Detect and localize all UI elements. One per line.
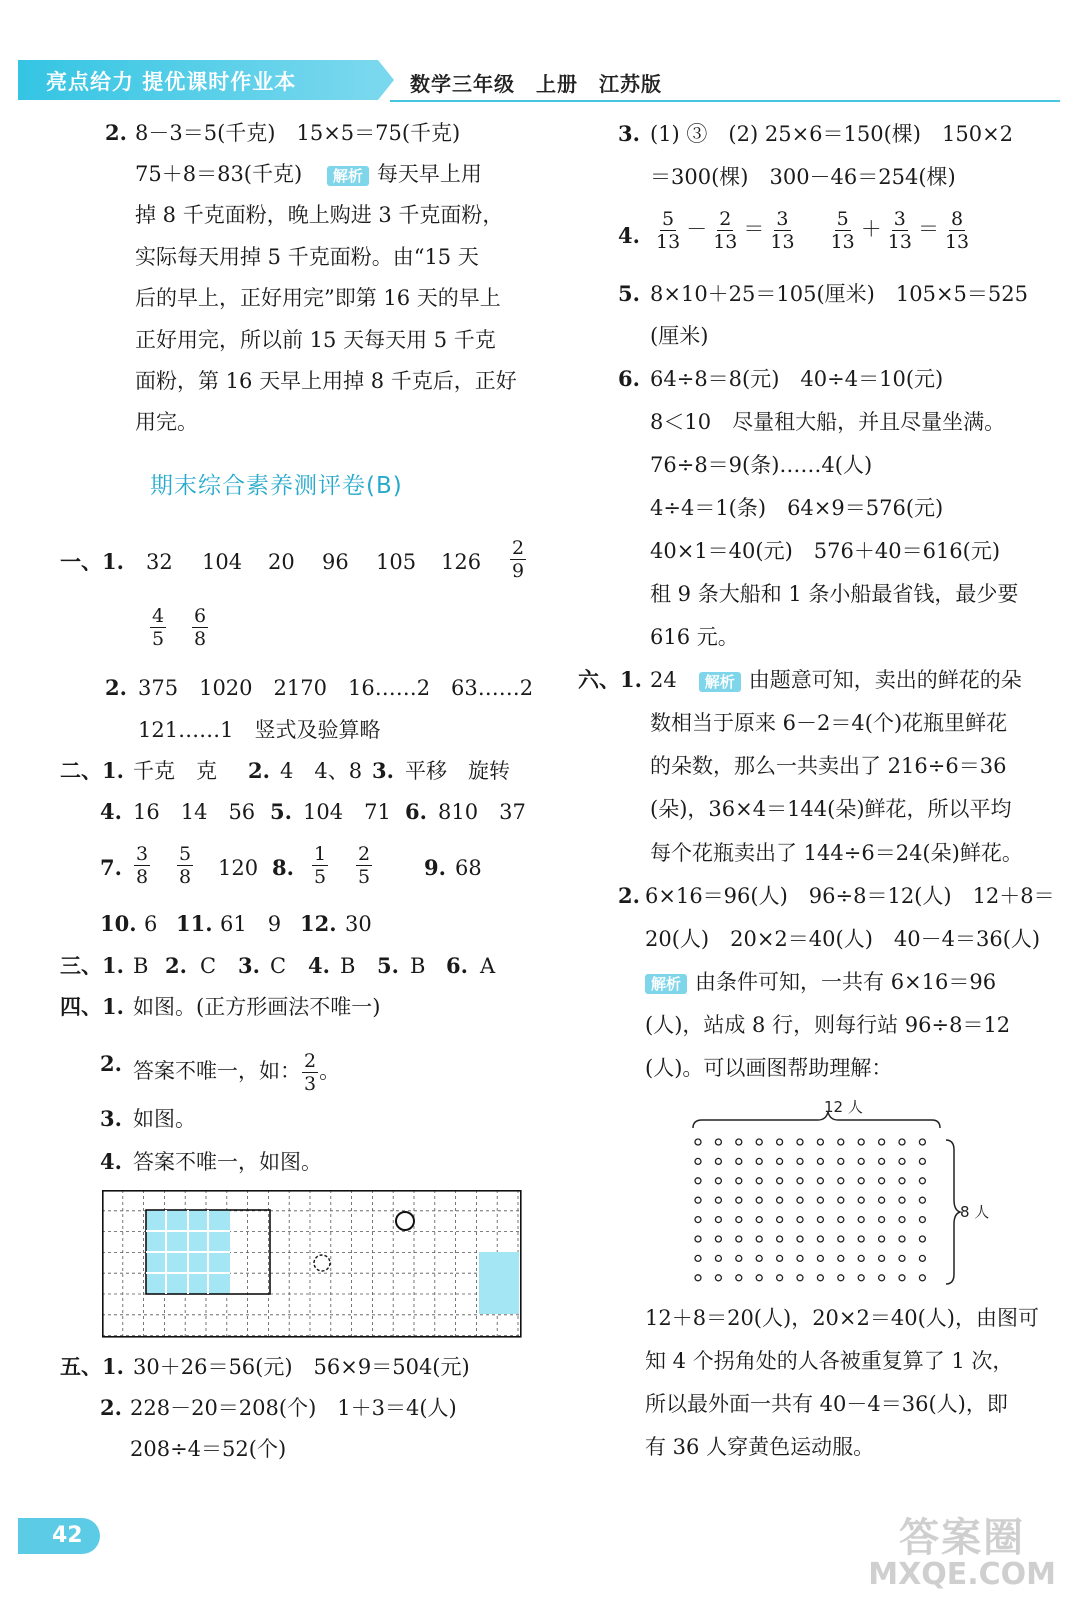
- person-dot: [919, 1255, 925, 1261]
- person-dot: [715, 1236, 721, 1242]
- person-dot: [879, 1255, 885, 1261]
- grid-figure: [102, 1190, 522, 1338]
- person-dot: [797, 1197, 803, 1203]
- s2-label: 二、1.: [60, 758, 124, 783]
- person-dot: [858, 1197, 864, 1203]
- person-dot: [858, 1178, 864, 1184]
- person-dot: [858, 1275, 864, 1281]
- person-dot: [715, 1178, 721, 1184]
- person-dot: [695, 1236, 701, 1242]
- person-dot: [797, 1178, 803, 1184]
- person-dot: [736, 1178, 742, 1184]
- person-dot: [736, 1255, 742, 1261]
- person-dot: [736, 1236, 742, 1242]
- section-title: 期末综合素养测评卷(B): [150, 473, 403, 499]
- watermark-url: MXQE.COM: [868, 1557, 1056, 1592]
- person-dot: [797, 1139, 803, 1145]
- person-dot: [838, 1255, 844, 1261]
- fraction: $\frac{2}{5}$: [358, 843, 371, 888]
- fraction: $\frac{5}{8}$: [179, 843, 192, 888]
- person-dot: [919, 1139, 925, 1145]
- fraction: $\frac{3}{8}$: [136, 843, 149, 888]
- person-dot: [817, 1255, 823, 1261]
- person-dot: [777, 1275, 783, 1281]
- person-dot: [858, 1217, 864, 1223]
- watermark-logo: 答案圈: [899, 1515, 1026, 1561]
- person-dot: [919, 1236, 925, 1242]
- person-dot: [777, 1255, 783, 1261]
- person-dot: [838, 1178, 844, 1184]
- person-dot: [817, 1197, 823, 1203]
- person-dot: [899, 1236, 905, 1242]
- person-dot: [838, 1236, 844, 1242]
- person-dot: [756, 1255, 762, 1261]
- person-dot: [695, 1275, 701, 1281]
- s4-label: 四、1.: [60, 994, 124, 1019]
- person-dot: [919, 1217, 925, 1223]
- header-brand: 亮点给力 提优课时作业本: [46, 70, 297, 94]
- person-dot: [858, 1139, 864, 1145]
- person-dot: [899, 1217, 905, 1223]
- person-dot: [879, 1139, 885, 1145]
- s3-label: 三、1.: [60, 953, 124, 978]
- person-dot: [838, 1158, 844, 1164]
- person-dot: [817, 1178, 823, 1184]
- person-dot: [817, 1236, 823, 1242]
- person-dot: [919, 1197, 925, 1203]
- person-dot: [858, 1158, 864, 1164]
- watermark: [868, 1506, 1056, 1592]
- person-dot: [736, 1275, 742, 1281]
- person-dot: [797, 1217, 803, 1223]
- person-dot: [695, 1139, 701, 1145]
- person-dot: [838, 1217, 844, 1223]
- person-dot: [817, 1275, 823, 1281]
- s1-label: 一、1.: [60, 549, 124, 574]
- person-dot: [715, 1158, 721, 1164]
- person-dot: [858, 1236, 864, 1242]
- person-dot: [879, 1217, 885, 1223]
- dot-grid: [695, 1139, 925, 1281]
- s5-label: 五、1.: [60, 1354, 124, 1379]
- person-dot: [879, 1178, 885, 1184]
- person-dot: [777, 1139, 783, 1145]
- person-dot: [899, 1139, 905, 1145]
- person-dot: [879, 1236, 885, 1242]
- person-dot: [695, 1197, 701, 1203]
- person-dot: [695, 1178, 701, 1184]
- person-dot: [777, 1158, 783, 1164]
- person-dot: [899, 1178, 905, 1184]
- person-dot: [736, 1197, 742, 1203]
- person-dot: [879, 1158, 885, 1164]
- page-number: 42: [18, 1518, 100, 1554]
- person-dot: [715, 1197, 721, 1203]
- person-dot: [838, 1139, 844, 1145]
- person-dot: [777, 1217, 783, 1223]
- person-dot: [899, 1197, 905, 1203]
- person-dot: [777, 1197, 783, 1203]
- analysis-tag: 解析: [699, 672, 741, 692]
- header-subject: 数学三年级 上册 江苏版: [410, 72, 662, 96]
- person-dot: [797, 1236, 803, 1242]
- person-dot: [756, 1197, 762, 1203]
- shaded-square-right: [479, 1252, 519, 1314]
- dot-diagram: [688, 1092, 998, 1292]
- person-dot: [838, 1197, 844, 1203]
- person-dot: [736, 1139, 742, 1145]
- person-dot: [756, 1158, 762, 1164]
- person-dot: [797, 1275, 803, 1281]
- person-dot: [797, 1158, 803, 1164]
- person-dot: [919, 1275, 925, 1281]
- dots-top-label: 12 人: [824, 1098, 863, 1116]
- person-dot: [715, 1217, 721, 1223]
- person-dot: [899, 1275, 905, 1281]
- header-arrow: [378, 60, 394, 100]
- person-dot: [736, 1217, 742, 1223]
- circle-large: [396, 1212, 414, 1230]
- side-brace: [946, 1140, 960, 1284]
- person-dot: [919, 1178, 925, 1184]
- fraction: $\frac{4}{5}$: [152, 605, 165, 650]
- analysis-tag: 解析: [645, 974, 687, 994]
- person-dot: [715, 1275, 721, 1281]
- person-dot: [777, 1178, 783, 1184]
- person-dot: [919, 1158, 925, 1164]
- person-dot: [817, 1217, 823, 1223]
- person-dot: [715, 1255, 721, 1261]
- person-dot: [797, 1255, 803, 1261]
- person-dot: [858, 1255, 864, 1261]
- person-dot: [756, 1217, 762, 1223]
- fraction: $\frac{1}{5}$: [314, 843, 327, 888]
- person-dot: [736, 1158, 742, 1164]
- person-dot: [756, 1139, 762, 1145]
- person-dot: [817, 1139, 823, 1145]
- person-dot: [817, 1158, 823, 1164]
- person-dot: [695, 1217, 701, 1223]
- person-dot: [838, 1275, 844, 1281]
- person-dot: [756, 1275, 762, 1281]
- analysis-tag: 解析: [327, 166, 369, 186]
- fraction: $\frac{2}{9}$: [512, 537, 525, 582]
- person-dot: [879, 1197, 885, 1203]
- circle-dashed: [314, 1255, 330, 1271]
- person-dot: [756, 1178, 762, 1184]
- person-dot: [777, 1236, 783, 1242]
- person-dot: [899, 1158, 905, 1164]
- person-dot: [695, 1255, 701, 1261]
- dots-side-label: 8 人: [960, 1203, 990, 1221]
- s6-label: 六、1.: [578, 667, 642, 692]
- fraction-equation: $\frac{5}{13}$ － $\frac{2}{13}$ ＝ $\frac{3}{13}$ $\frac{5}{13}$ ＋ $\frac{3}{13}$ ＝ $\frac{8}{13}$: [656, 208, 970, 253]
- person-dot: [756, 1236, 762, 1242]
- person-dot: [899, 1255, 905, 1261]
- fraction: $\frac{2}{3}$: [304, 1050, 317, 1095]
- top-brace: [693, 1112, 940, 1128]
- header-rule: [390, 100, 1060, 102]
- person-dot: [695, 1158, 701, 1164]
- fraction: $\frac{6}{8}$: [194, 605, 207, 650]
- person-dot: [879, 1275, 885, 1281]
- person-dot: [715, 1139, 721, 1145]
